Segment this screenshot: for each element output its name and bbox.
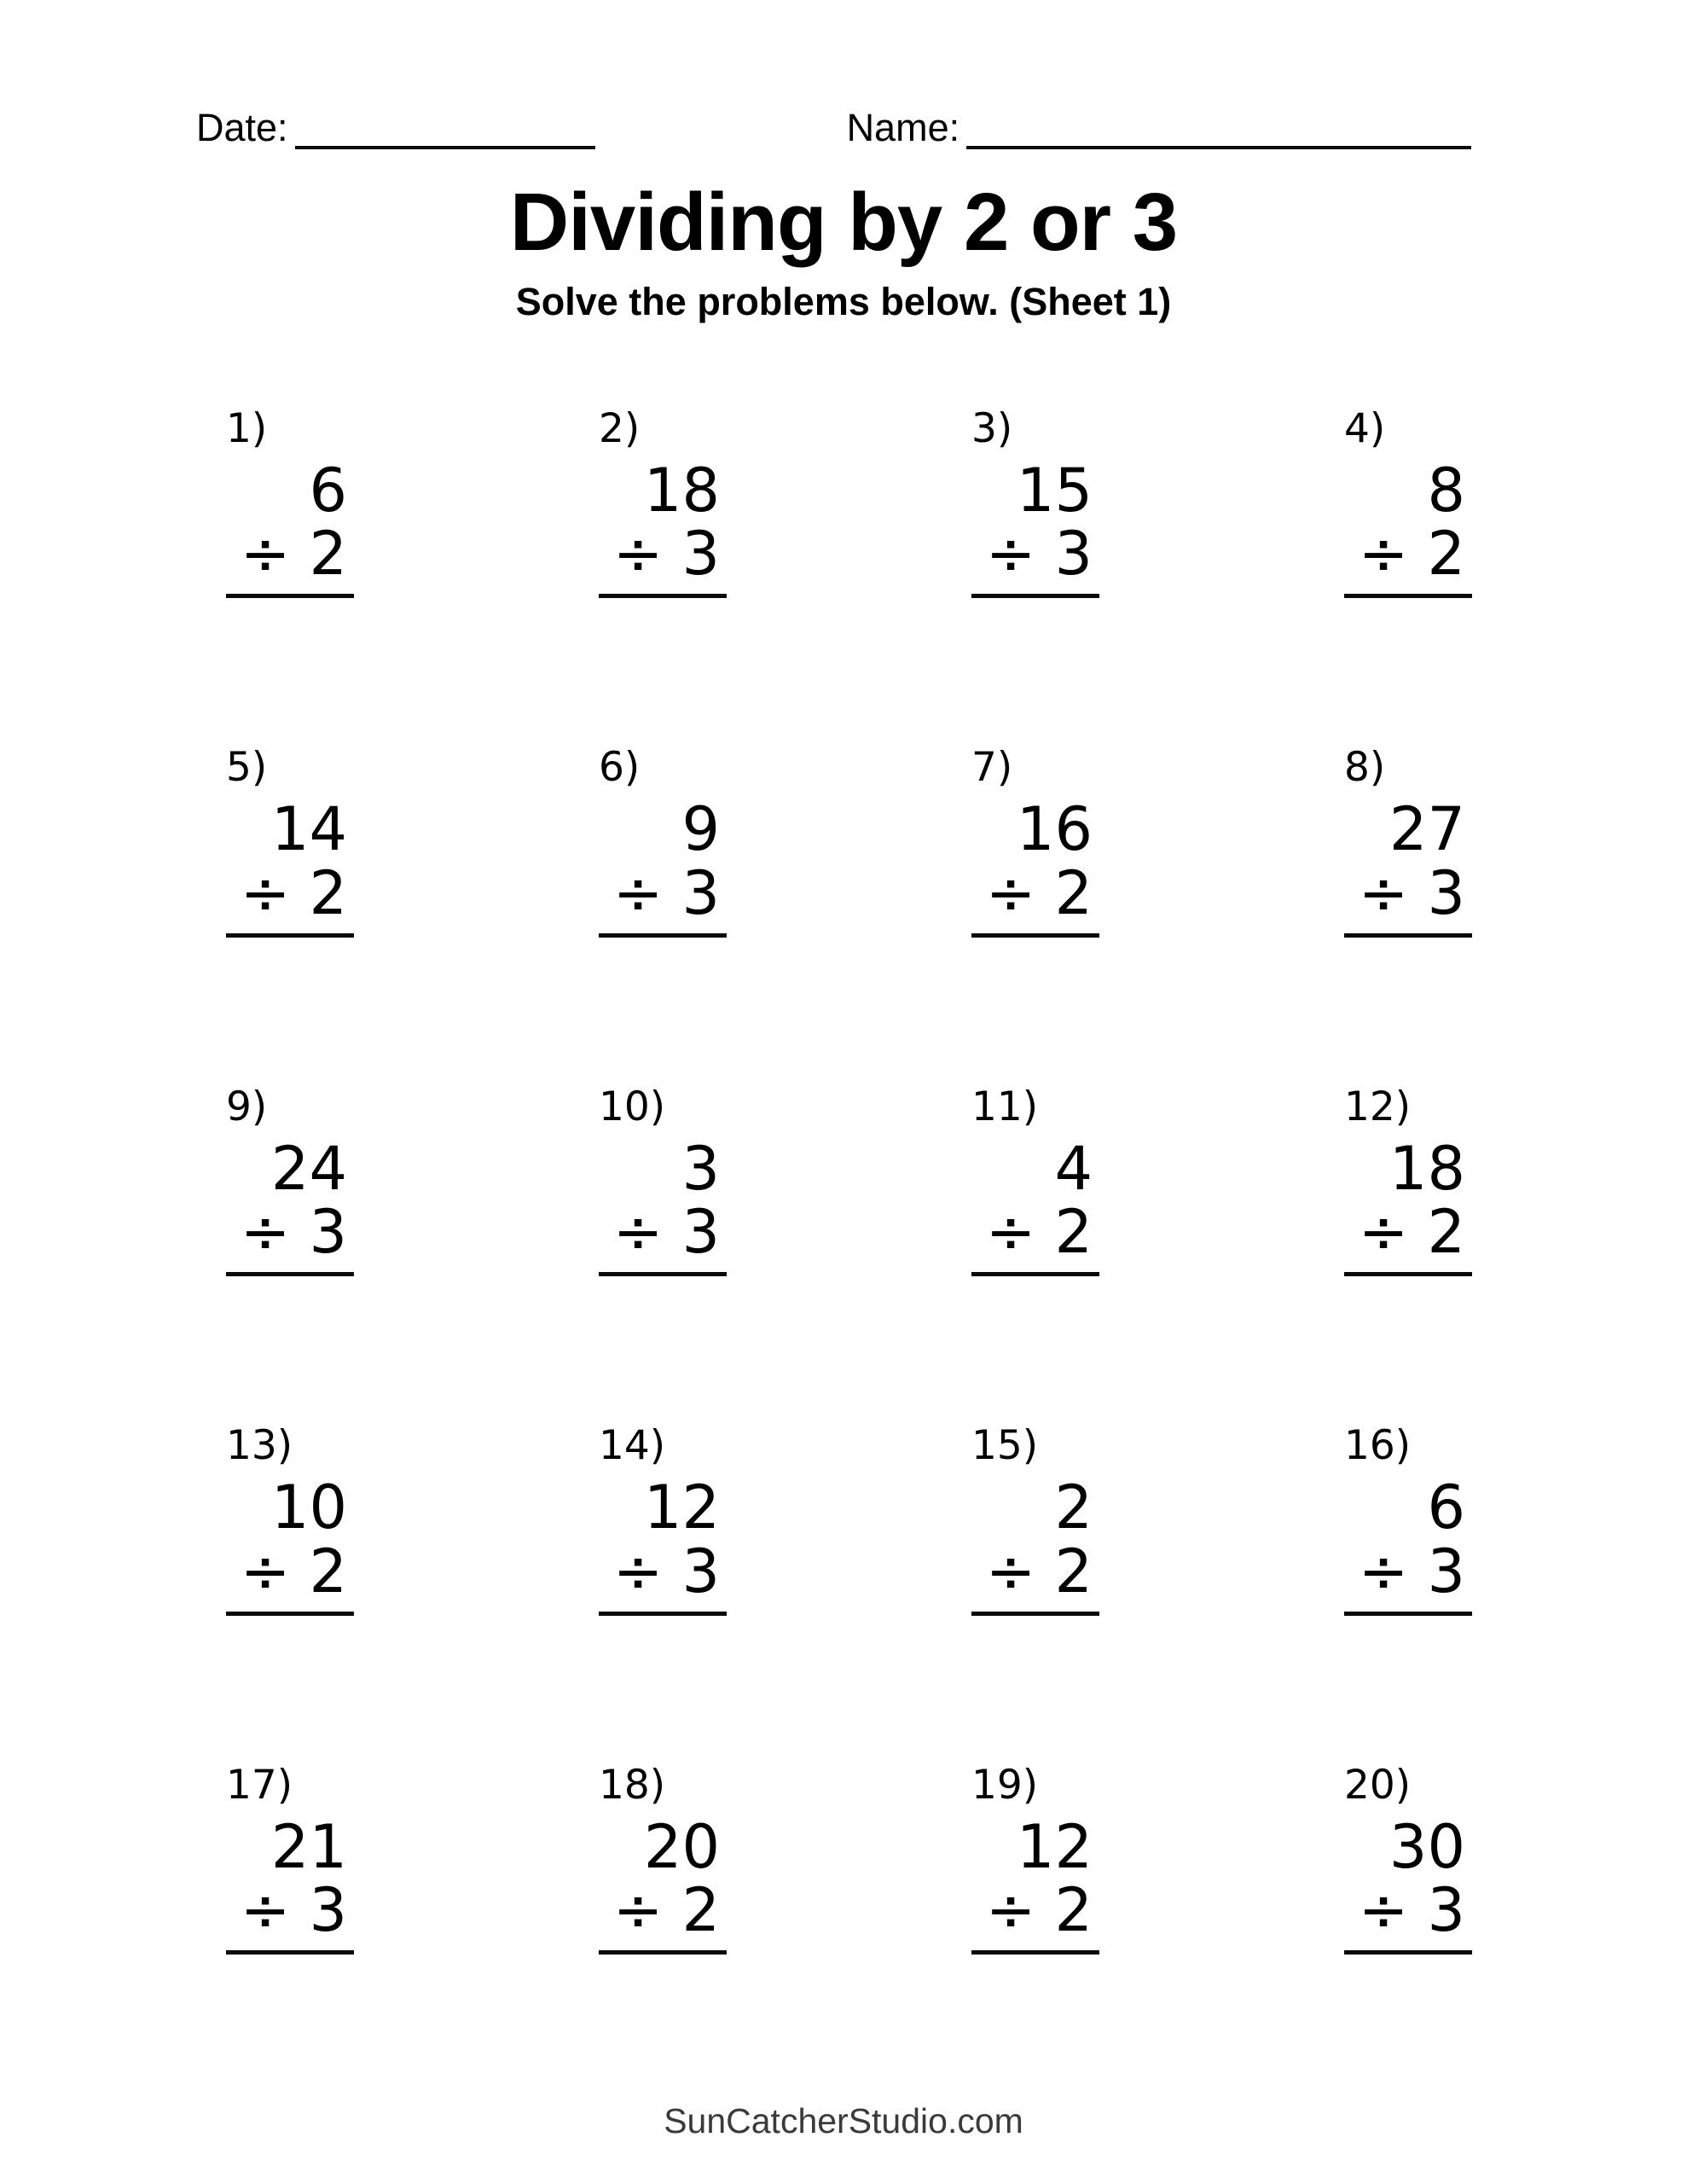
answer-line xyxy=(599,1272,727,1276)
problem-body xyxy=(971,456,1099,598)
division-sign: ÷ xyxy=(612,857,664,928)
division-problem xyxy=(599,1423,727,1615)
problem-body xyxy=(971,794,1099,937)
divisor-row xyxy=(971,1536,1099,1606)
division-problem xyxy=(1344,406,1472,598)
problem-body xyxy=(1344,1811,1472,1955)
problem-number: 12) xyxy=(1344,1083,1412,1130)
divisor-row xyxy=(599,519,727,590)
divisor-row xyxy=(226,1874,354,1945)
dividend: 15 xyxy=(1016,456,1093,526)
divisor: 3 xyxy=(1427,1874,1465,1945)
name-blank-line xyxy=(966,113,1471,149)
division-sign: ÷ xyxy=(1358,1536,1409,1606)
division-sign: ÷ xyxy=(612,1536,664,1606)
dividend: 9 xyxy=(681,794,720,865)
division-problem xyxy=(971,1084,1099,1276)
division-sign: ÷ xyxy=(985,519,1036,590)
division-sign: ÷ xyxy=(612,1197,664,1268)
answer-line xyxy=(226,594,354,598)
divisor-row xyxy=(1344,1536,1472,1606)
problem-body xyxy=(971,1133,1099,1276)
division-sign: ÷ xyxy=(1358,519,1409,590)
answer-line xyxy=(599,594,727,598)
divisor-row xyxy=(599,1197,727,1268)
division-sign: ÷ xyxy=(240,1874,291,1945)
divisor: 3 xyxy=(681,1197,720,1268)
problem-body xyxy=(226,794,354,937)
answer-line xyxy=(226,933,354,938)
answer-line xyxy=(971,1950,1099,1955)
date-blank-line xyxy=(295,113,595,149)
divisor: 2 xyxy=(309,519,347,590)
division-problem xyxy=(971,1763,1099,1955)
dividend: 12 xyxy=(1016,1811,1093,1882)
divisor-row xyxy=(971,1874,1099,1945)
problem-number: 1) xyxy=(226,405,268,453)
division-problem xyxy=(1344,745,1472,937)
answer-line xyxy=(226,1950,354,1955)
division-problem xyxy=(1344,1084,1472,1276)
problem-number: 13) xyxy=(226,1422,293,1470)
divisor-row xyxy=(971,857,1099,928)
divisor: 2 xyxy=(1427,519,1465,590)
divisor-row xyxy=(599,1536,727,1606)
problem-number: 9) xyxy=(226,1083,268,1130)
problem-number: 4) xyxy=(1344,405,1386,453)
page-title: Dividing by 2 or 3 xyxy=(509,176,1178,268)
division-problem xyxy=(226,745,354,937)
divisor-row xyxy=(971,519,1099,590)
problem-number: 5) xyxy=(226,744,268,792)
divisor: 3 xyxy=(1427,857,1465,928)
problem-number: 2) xyxy=(599,405,641,453)
divisor: 2 xyxy=(681,1874,720,1945)
problem-body xyxy=(599,1472,727,1615)
divisor-row xyxy=(971,1197,1099,1268)
division-sign: ÷ xyxy=(240,519,291,590)
problem-number: 6) xyxy=(599,744,641,792)
problem-body xyxy=(599,1811,727,1955)
divisor-row xyxy=(1344,1874,1472,1945)
division-sign: ÷ xyxy=(985,857,1036,928)
dividend: 4 xyxy=(1054,1133,1093,1204)
divisor-row xyxy=(226,519,354,590)
answer-line xyxy=(1344,933,1472,938)
divisor: 2 xyxy=(1427,1197,1465,1268)
problems-grid xyxy=(226,406,1687,1955)
dividend: 14 xyxy=(270,794,347,865)
name-field xyxy=(847,107,1471,149)
divisor-row xyxy=(226,1536,354,1606)
division-problem xyxy=(971,745,1099,937)
divisor-row xyxy=(599,857,727,928)
dividend: 6 xyxy=(1427,1472,1465,1543)
division-sign: ÷ xyxy=(612,1874,664,1945)
division-problem xyxy=(599,1763,727,1955)
date-field xyxy=(196,107,595,149)
division-problem xyxy=(226,1423,354,1615)
dividend: 24 xyxy=(270,1133,347,1204)
dividend: 16 xyxy=(1016,794,1093,865)
problem-body xyxy=(226,456,354,598)
dividend: 21 xyxy=(270,1811,347,1882)
divisor: 3 xyxy=(309,1197,347,1268)
dividend: 6 xyxy=(309,456,347,526)
divisor-row xyxy=(1344,1197,1472,1268)
problem-body xyxy=(1344,1133,1472,1276)
problem-body xyxy=(599,456,727,598)
division-sign: ÷ xyxy=(240,857,291,928)
divisor: 3 xyxy=(681,519,720,590)
answer-line xyxy=(226,1272,354,1276)
divisor: 3 xyxy=(681,857,720,928)
problem-body xyxy=(1344,456,1472,598)
divisor: 3 xyxy=(309,1874,347,1945)
problem-number: 14) xyxy=(599,1422,666,1470)
division-problem xyxy=(226,1763,354,1955)
division-problem xyxy=(599,406,727,598)
divisor: 3 xyxy=(681,1536,720,1606)
dividend: 3 xyxy=(681,1133,720,1204)
problem-body xyxy=(599,1133,727,1276)
answer-line xyxy=(971,594,1099,598)
worksheet-header xyxy=(0,0,1687,149)
problem-body xyxy=(1344,1472,1472,1615)
date-label: Date: xyxy=(196,106,288,149)
division-sign: ÷ xyxy=(985,1874,1036,1945)
divisor: 2 xyxy=(1054,857,1093,928)
divisor-row xyxy=(226,857,354,928)
answer-line xyxy=(971,1612,1099,1616)
division-problem xyxy=(599,1084,727,1276)
division-problem xyxy=(599,745,727,937)
problem-number: 17) xyxy=(226,1761,293,1809)
division-problem xyxy=(971,1423,1099,1615)
divisor: 2 xyxy=(309,857,347,928)
answer-line xyxy=(599,1612,727,1616)
divisor-row xyxy=(1344,857,1472,928)
division-problem xyxy=(971,406,1099,598)
division-problem xyxy=(226,1084,354,1276)
problem-number: 19) xyxy=(971,1761,1039,1809)
name-label: Name: xyxy=(846,106,960,149)
answer-line xyxy=(1344,1612,1472,1616)
division-problem xyxy=(1344,1763,1472,1955)
problem-number: 15) xyxy=(971,1422,1039,1470)
divisor-row xyxy=(226,1197,354,1268)
answer-line xyxy=(1344,1950,1472,1955)
footer-credit: SunCatcherStudio.com xyxy=(664,2101,1023,2141)
dividend: 18 xyxy=(643,456,720,526)
divisor: 3 xyxy=(1054,519,1093,590)
page-subtitle: Solve the problems below. (Sheet 1) xyxy=(515,280,1172,324)
division-sign: ÷ xyxy=(240,1197,291,1268)
answer-line xyxy=(226,1612,354,1616)
divisor-row xyxy=(1344,519,1472,590)
problem-number: 11) xyxy=(971,1083,1039,1130)
divisor: 2 xyxy=(309,1536,347,1606)
divisor: 2 xyxy=(1054,1874,1093,1945)
division-sign: ÷ xyxy=(985,1536,1036,1606)
problem-number: 10) xyxy=(599,1083,666,1130)
problem-number: 18) xyxy=(599,1761,666,1809)
problem-number: 20) xyxy=(1344,1761,1412,1809)
problem-number: 3) xyxy=(971,405,1013,453)
dividend: 2 xyxy=(1054,1472,1093,1543)
dividend: 30 xyxy=(1388,1811,1465,1882)
divisor-row xyxy=(599,1874,727,1945)
answer-line xyxy=(599,933,727,938)
divisor: 2 xyxy=(1054,1197,1093,1268)
problem-number: 8) xyxy=(1344,744,1386,792)
dividend: 8 xyxy=(1427,456,1465,526)
division-sign: ÷ xyxy=(612,519,664,590)
dividend: 27 xyxy=(1388,794,1465,865)
division-sign: ÷ xyxy=(1358,1197,1409,1268)
division-problem xyxy=(226,406,354,598)
answer-line xyxy=(971,933,1099,938)
problem-body xyxy=(226,1133,354,1276)
division-sign: ÷ xyxy=(1358,857,1409,928)
problem-body xyxy=(1344,794,1472,937)
problem-body xyxy=(971,1811,1099,1955)
problem-body xyxy=(971,1472,1099,1615)
answer-line xyxy=(1344,1272,1472,1276)
divisor: 3 xyxy=(1427,1536,1465,1606)
dividend: 10 xyxy=(270,1472,347,1543)
divisor: 2 xyxy=(1054,1536,1093,1606)
problem-body xyxy=(226,1811,354,1955)
dividend: 12 xyxy=(643,1472,720,1543)
division-sign: ÷ xyxy=(985,1197,1036,1268)
problem-body xyxy=(599,794,727,937)
dividend: 20 xyxy=(643,1811,720,1882)
answer-line xyxy=(599,1950,727,1955)
division-sign: ÷ xyxy=(1358,1874,1409,1945)
problem-number: 7) xyxy=(971,744,1013,792)
dividend: 18 xyxy=(1388,1133,1465,1204)
answer-line xyxy=(971,1272,1099,1276)
division-sign: ÷ xyxy=(240,1536,291,1606)
problem-body xyxy=(226,1472,354,1615)
division-problem xyxy=(1344,1423,1472,1615)
answer-line xyxy=(1344,594,1472,598)
problem-number: 16) xyxy=(1344,1422,1412,1470)
